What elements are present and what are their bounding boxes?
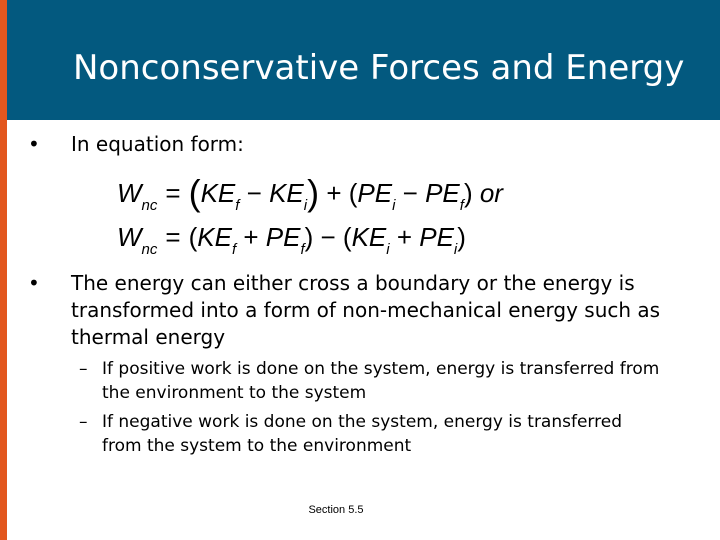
footer-section-label: Section 5.5	[308, 504, 364, 516]
bullet-marker: •	[28, 132, 40, 156]
sub-bullet-text: If positive work is done on the system, energy is transferred from the environment to the system	[102, 359, 660, 403]
equation-1: $W_{nc} = (KE_f - KE_i) + (PE_i - PE_f)$ or	[117, 172, 503, 214]
left-accent-stripe	[0, 0, 7, 540]
bullet-text: The energy can either cross a boundary or the energy is transformed into a form of non-mechanical energy such as thermal energy	[71, 271, 661, 349]
sub-bullet-text: If negative work is done on the system, energy is transferred from the system to the environment	[102, 412, 622, 456]
sub-bullet-marker: –	[79, 412, 88, 432]
sub-bullet-marker: –	[79, 359, 88, 379]
bullet-text: In equation form:	[71, 132, 244, 156]
slide-title: Nonconservative Forces and Energy	[73, 48, 685, 88]
equation-2: $W_{nc} = (KE_f + PE_f) - (KE_i + PE_i)$	[117, 222, 466, 258]
bullet-marker: •	[28, 271, 40, 295]
